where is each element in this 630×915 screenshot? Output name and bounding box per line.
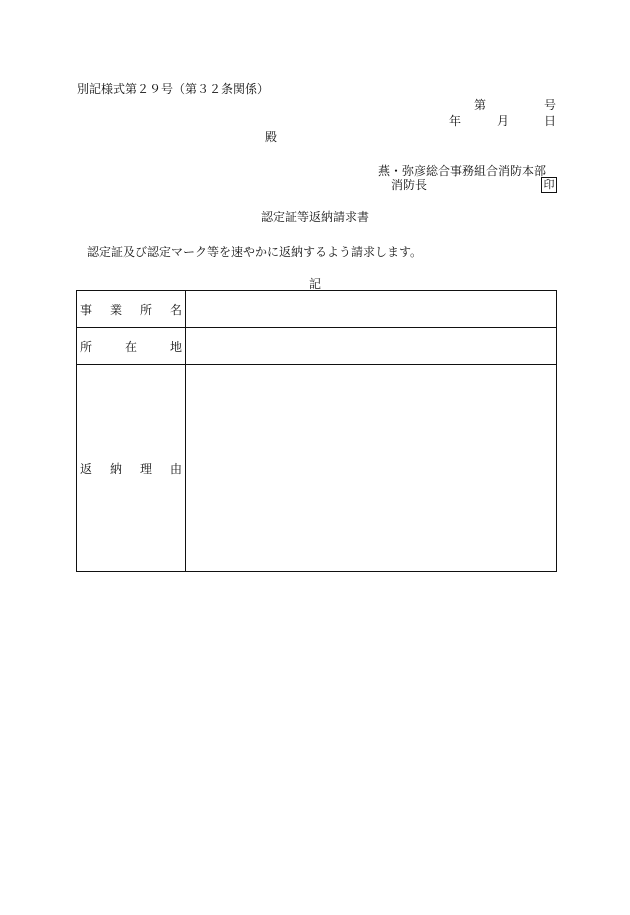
issue-number-prefix: 第: [474, 98, 487, 112]
issuer-organization: 燕・弥彦総合事務組合消防本部: [378, 164, 547, 178]
date-day: 日: [543, 114, 556, 128]
label-char: 名: [169, 302, 182, 317]
label-return-reason: [77, 365, 186, 572]
document-body: 認定証及び認定マーク等を速やかに返納するよう請求します。: [87, 245, 423, 259]
label-char: 所: [80, 339, 93, 354]
date-month: 月: [497, 114, 510, 128]
table-row-return-reason: [77, 365, 557, 572]
value-location[interactable]: [186, 328, 557, 365]
form-number: 別記様式第２９号（第３２条関係）: [77, 82, 270, 96]
label-char: 返: [80, 461, 93, 476]
value-business-name[interactable]: [186, 291, 557, 328]
issuer-title: 消防長: [391, 178, 428, 192]
seal-box: 印: [541, 177, 557, 193]
table-row-location: [77, 328, 557, 365]
label-location: [77, 328, 186, 365]
detail-table: [76, 290, 557, 572]
label-char: 事: [80, 302, 93, 317]
label-char: 納: [109, 461, 122, 476]
issue-number-suffix: 号: [543, 98, 556, 112]
label-char: 由: [169, 461, 182, 476]
label-char: 在: [124, 339, 137, 354]
table-row-business-name: [77, 291, 557, 328]
label-char: 地: [169, 339, 182, 354]
label-char: 所: [139, 302, 152, 317]
date-year: 年: [449, 114, 462, 128]
label-char: 理: [139, 461, 152, 476]
document-title: 認定証等返納請求書: [260, 210, 369, 224]
label-business-name: [77, 291, 186, 328]
label-char: 業: [109, 302, 122, 317]
value-return-reason[interactable]: [186, 365, 557, 572]
ki-heading: 記: [308, 277, 321, 291]
addressee-suffix: 殿: [265, 130, 278, 144]
